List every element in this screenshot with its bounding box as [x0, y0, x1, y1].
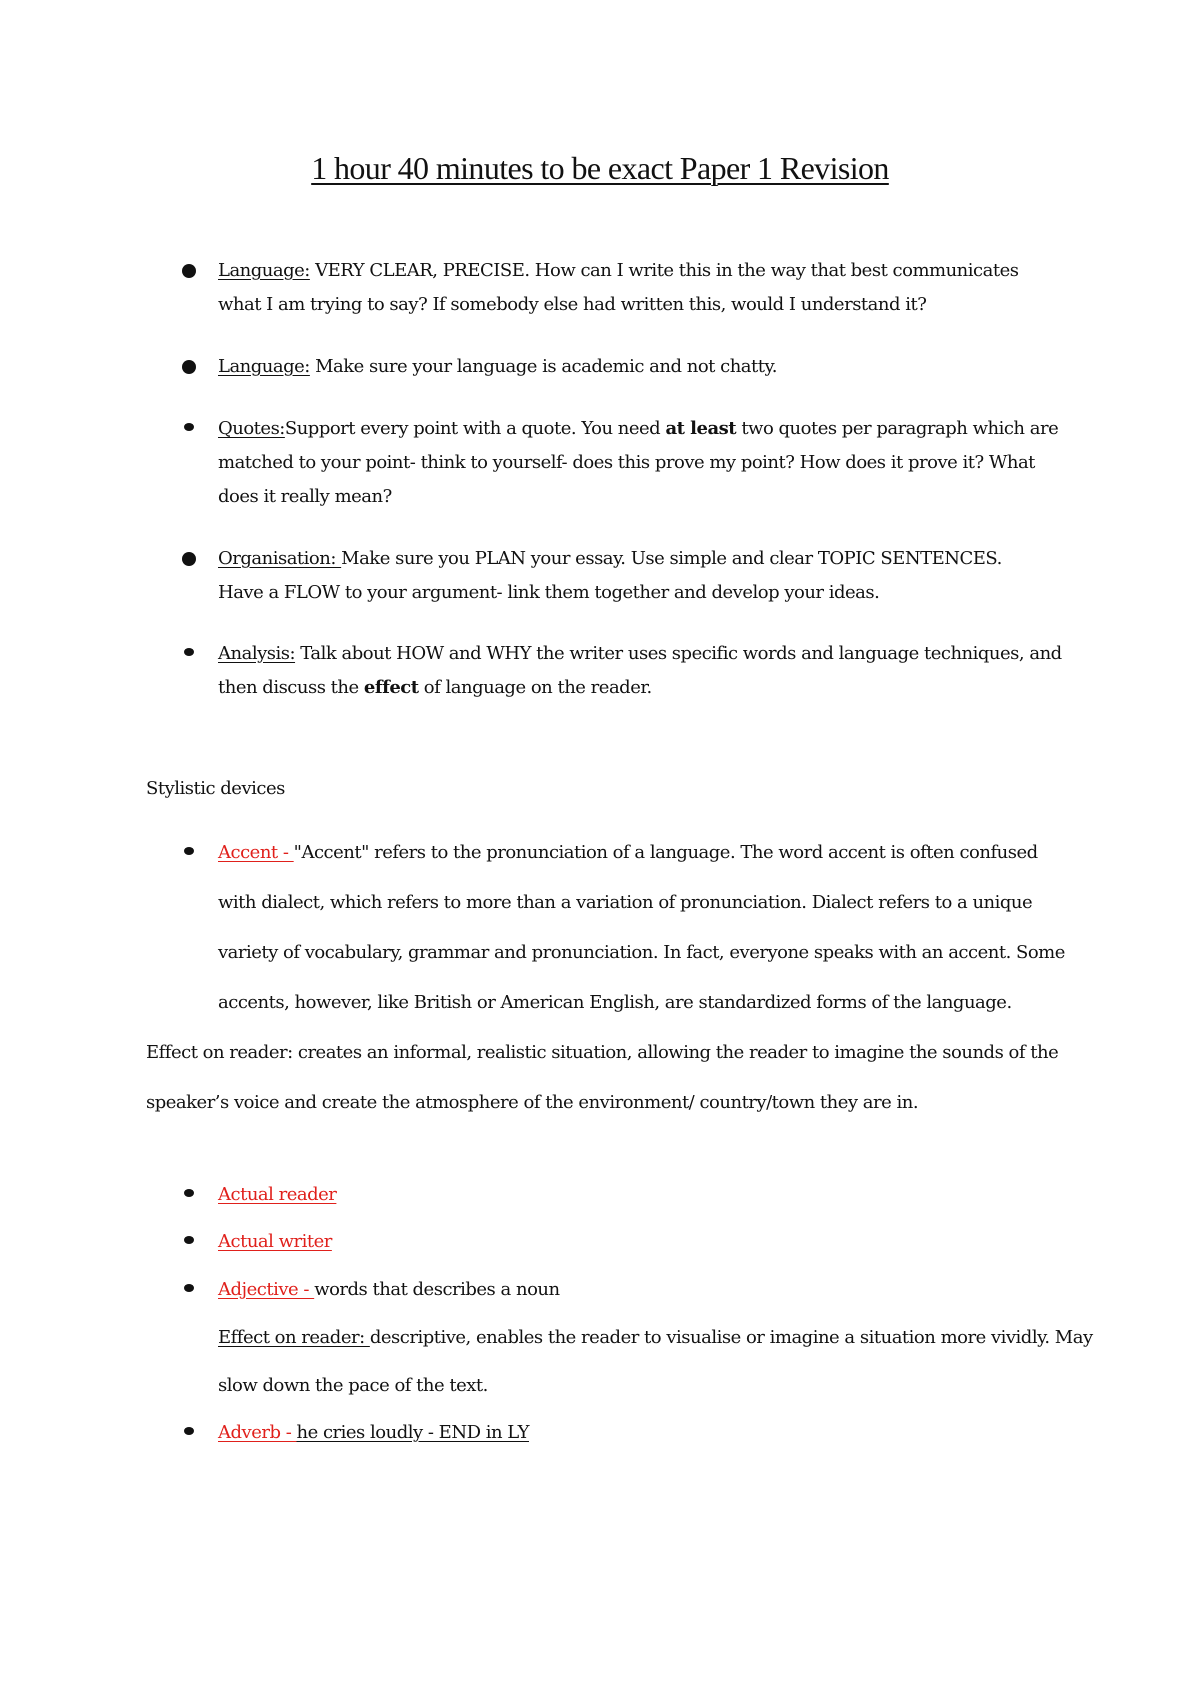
device-term: Adjective - [218, 1279, 315, 1300]
tip-label: Analysis: [218, 643, 296, 664]
device-actual-writer [218, 1225, 1098, 1259]
tip-text: what I am trying to say? If somebody else had written this, would I understand it? [218, 294, 927, 315]
tip-text: VERY CLEAR, PRECISE. How can I write this in the way that best communicates [309, 260, 1019, 281]
bullet-icon [184, 1189, 194, 1197]
device-definition: he cries loudly - END in LY [296, 1422, 529, 1443]
bullet-icon [184, 423, 194, 431]
tip-quotes [218, 412, 1098, 514]
tip-language-academic [218, 350, 1098, 384]
device-accent [218, 836, 1098, 1036]
tip-label: Language: [218, 260, 310, 281]
page-title: 1 hour 40 minutes to be exact Paper 1 Revision [311, 150, 889, 186]
tip-emphasis: effect [363, 677, 419, 698]
tip-text: Support every point with a quote. You need [284, 418, 666, 439]
device-term: Actual writer [218, 1231, 332, 1252]
bullet-icon [182, 264, 196, 278]
bullet-icon [184, 1284, 194, 1292]
tip-label: Quotes: [218, 418, 285, 439]
device-adjective [218, 1273, 1098, 1419]
effect-text: slow down the pace of the text. [218, 1375, 488, 1396]
device-term: Accent - [218, 842, 294, 863]
tip-text: of language on the reader. [418, 677, 652, 698]
device-term: Adverb - [218, 1422, 297, 1443]
device-definition: words that describes a noun [314, 1279, 560, 1300]
bullet-icon [184, 1236, 194, 1244]
effect-text: Effect on reader: creates an informal, realistic situation, allowing the reader to imagine the sounds of the [146, 1042, 1059, 1063]
device-adverb [218, 1416, 1098, 1450]
bullet-icon [182, 552, 196, 566]
effect-text: descriptive, enables the reader to visualise or imagine a situation more vividly. May [369, 1327, 1093, 1348]
tip-text: Have a FLOW to your argument- link them together and develop your ideas. [218, 582, 880, 603]
device-definition: "Accent" refers to the pronunciation of a language. The word accent is often confused [293, 842, 1038, 863]
section-heading: Stylistic devices [146, 778, 285, 799]
tip-organisation [218, 542, 1098, 610]
tip-label: Organisation: [218, 548, 342, 569]
bullet-icon [184, 648, 194, 656]
device-term: Actual reader [218, 1184, 337, 1205]
tip-text: Make sure you PLAN your essay. Use simple and clear TOPIC SENTENCES. [341, 548, 1002, 569]
tip-text: then discuss the [218, 677, 364, 698]
tip-text: Make sure your language is academic and not chatty. [309, 356, 777, 377]
tip-text: Talk about HOW and WHY the writer uses specific words and language techniques, and [295, 643, 1062, 664]
bullet-icon [182, 360, 196, 374]
accent-effect [146, 1036, 1058, 1136]
tip-label: Language: [218, 356, 310, 377]
tip-text: two quotes per paragraph which are [736, 418, 1059, 439]
tip-language-clarity [218, 254, 1098, 322]
device-actual-reader [218, 1178, 1098, 1212]
tip-analysis [218, 637, 1098, 705]
device-definition: variety of vocabulary, grammar and pronunciation. In fact, everyone speaks with an accent. Some [218, 942, 1065, 963]
effect-label: Effect on reader: [218, 1327, 370, 1348]
bullet-icon [184, 1427, 194, 1435]
device-definition: with dialect, which refers to more than a variation of pronunciation. Dialect refers to a unique [218, 892, 1033, 913]
tip-text: does it really mean? [218, 486, 392, 507]
effect-text: speaker’s voice and create the atmosphere of the environment/ country/town they are in. [146, 1092, 919, 1113]
bullet-icon [184, 847, 194, 855]
device-definition: accents, however, like British or American English, are standardized forms of the language. [218, 992, 1012, 1013]
tip-emphasis: at least [665, 418, 737, 439]
tip-text: matched to your point- think to yourself- does this prove my point? How does it prove it? What [218, 452, 1035, 473]
